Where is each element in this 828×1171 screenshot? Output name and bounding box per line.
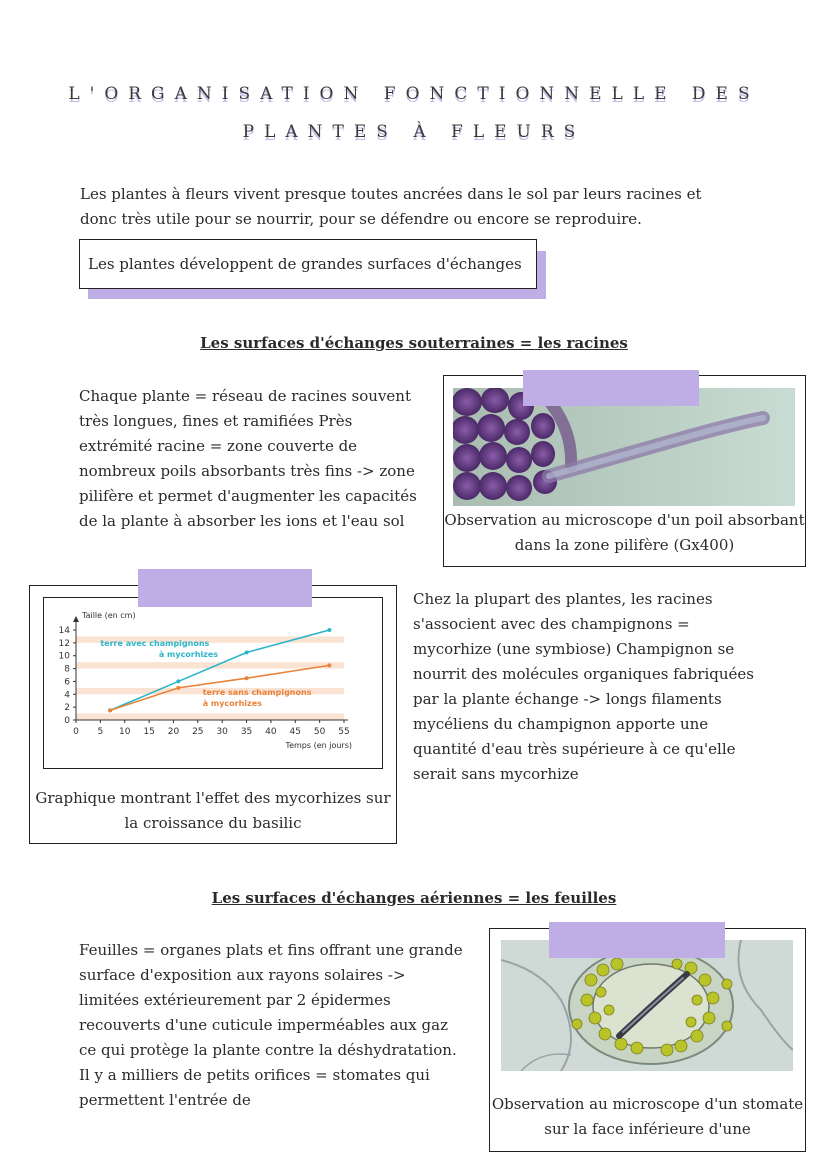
y-tick-label: 0 <box>64 716 70 726</box>
page-title-line2: PLANTES À FLEURS <box>242 122 586 142</box>
series-point-0 <box>176 679 180 683</box>
x-tick-label: 20 <box>167 727 180 737</box>
x-tick-label: 50 <box>313 727 326 737</box>
series-point-1 <box>327 663 331 667</box>
root-hair-caption: Observation au microscope d'un poil absorbant dans la zone pilifère (Gx400) <box>444 511 805 554</box>
x-tick-label: 15 <box>143 727 155 737</box>
x-axis-label: Temps (en jours) <box>285 741 352 750</box>
y-tick-label: 6 <box>64 677 70 688</box>
root-hair-label-highlight <box>523 370 699 406</box>
series-point-1 <box>245 676 249 680</box>
section-heading-feuilles: Les surfaces d'échanges aériennes = les feuilles <box>211 889 617 907</box>
x-tick-label: 25 <box>192 727 204 737</box>
legend-label-without: terre sans champignons <box>202 687 312 697</box>
x-tick-label: 45 <box>289 727 301 737</box>
y-tick-label: 10 <box>58 651 70 662</box>
page-title: L'ORGANISATION FONCTIONNELLE DES <box>68 84 760 104</box>
chart-label-highlight <box>138 569 312 607</box>
y-tick-label: 14 <box>58 626 70 636</box>
x-tick-label: 35 <box>240 727 253 737</box>
x-tick-label: 55 <box>338 727 350 737</box>
stomate-micrograph <box>501 940 793 1071</box>
y-axis-label: Taille (en cm) <box>82 611 136 620</box>
stomate-label-highlight <box>549 922 725 958</box>
legend-label-with-2: à mycorhizes <box>158 650 219 659</box>
racines-paragraph: Chaque plante = réseau de racines souvent très longues, fines et ramifiées Près extrémité racine = zone couverte de nombreux poils absorbants très fins -> zone pilifère et permet d'augmenter les capacités de la plante à absorber les ions et l'eau sol <box>79 387 417 530</box>
y-tick-label: 8 <box>64 664 70 675</box>
series-point-0 <box>245 651 249 655</box>
y-tick-label: 2 <box>64 703 70 714</box>
y-tick-label: 12 <box>58 638 70 649</box>
y-axis-arrow <box>73 616 79 622</box>
series-point-1 <box>176 686 180 690</box>
key-box-text: Les plantes développent de grandes surfaces d'échanges <box>88 255 522 273</box>
x-tick-label: 30 <box>216 727 228 737</box>
series-point-1 <box>108 708 112 712</box>
x-tick-label: 40 <box>265 727 277 737</box>
mycorhize-paragraph: Chez la plupart des plantes, les racines s'associent avec des champignons = mycorhize (une symbiose) Champignon se nourrit des molécules organiques fabriquées par la plante échange -> longs filaments mycéliens du champignon apporte une quantité d'eau très supérieure à ce qu'elle serait sans mycorhize <box>413 590 754 783</box>
chart-figure <box>29 585 397 844</box>
feuilles-paragraph: Feuilles = organes plats et fins offrant une grande surface d'exposition aux rayons solaires -> limitées extérieurement par 2 épidermes recouverts d'une cuticule imperméables aux gaz ce qui protège la plante contre la déshydratation. Il y a milliers de petits orifices = stomates qui permettent l'entrée de <box>79 941 463 1109</box>
series-point-0 <box>327 628 331 632</box>
intro-paragraph: Les plantes à fleurs vivent presque toutes ancrées dans le sol par leurs racines et donc très utile pour se nourrir, pour se défendre ou encore se reproduire. <box>80 185 702 228</box>
key-box <box>79 239 537 289</box>
x-tick-label: 10 <box>119 727 131 737</box>
chart-caption: Graphique montrant l'effet des mycorhizes sur la croissance du basilic <box>35 789 391 832</box>
section-heading-racines: Les surfaces d'échanges souterraines = les racines <box>200 334 628 352</box>
chart-frame <box>43 597 383 769</box>
x-tick-label: 0 <box>73 727 79 737</box>
mycorhize-chart <box>44 598 382 768</box>
legend-label-without-2: à mycorhizes <box>202 698 262 708</box>
y-tick-label: 4 <box>64 690 70 701</box>
legend-label-with: terre avec champignons <box>100 639 210 649</box>
chart-band <box>76 675 344 681</box>
chart-band <box>76 714 344 720</box>
stomate-figure <box>489 928 806 1152</box>
x-tick-label: 5 <box>97 727 104 737</box>
stomate-caption: Observation au microscope d'un stomate sur la face inférieure d'une <box>491 1095 804 1138</box>
